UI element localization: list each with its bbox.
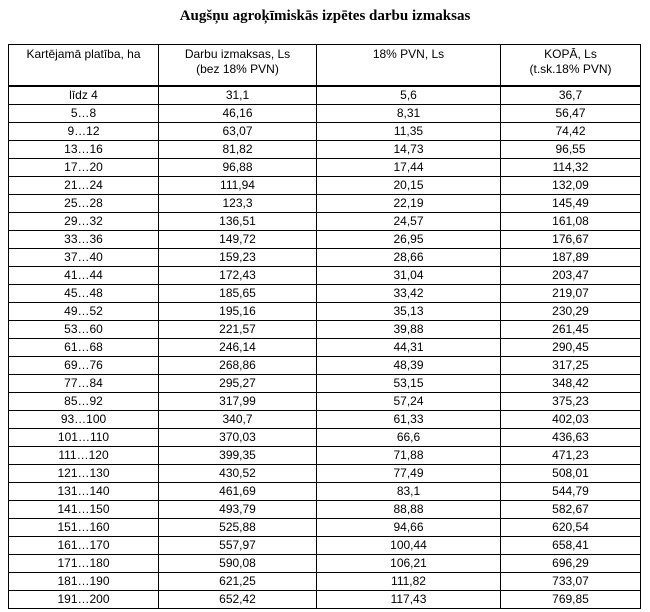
cell-area: 101…110 (9, 429, 159, 447)
cell-work-cost: 185,65 (159, 285, 317, 303)
table-row (9, 321, 641, 339)
cell-total: 620,54 (501, 519, 641, 537)
cell-total: 544,79 (501, 483, 641, 501)
cell-total: 161,08 (501, 213, 641, 231)
cell-work-cost: 370,03 (159, 429, 317, 447)
table-row (9, 105, 641, 123)
cell-total: 74,42 (501, 123, 641, 141)
cell-work-cost: 317,99 (159, 393, 317, 411)
cell-vat: 83,1 (317, 483, 501, 501)
table-row (9, 195, 641, 213)
cell-vat: 48,39 (317, 357, 501, 375)
cell-area: 13…16 (9, 141, 159, 159)
cell-area: 29…32 (9, 213, 159, 231)
cell-work-cost: 63,07 (159, 123, 317, 141)
cell-work-cost: 525,88 (159, 519, 317, 537)
cell-total: 203,47 (501, 267, 641, 285)
cell-total: 436,63 (501, 429, 641, 447)
cell-area: 49…52 (9, 303, 159, 321)
cell-total: 582,67 (501, 501, 641, 519)
cell-total: 658,41 (501, 537, 641, 555)
cell-vat: 39,88 (317, 321, 501, 339)
cell-total: 219,07 (501, 285, 641, 303)
cell-area: 93…100 (9, 411, 159, 429)
cell-work-cost: 246,14 (159, 339, 317, 357)
table-row (9, 591, 641, 609)
header-area-line1: Kartējamā platība, ha (26, 47, 141, 61)
table-row (9, 123, 641, 141)
cost-table (8, 44, 641, 609)
cell-vat: 117,43 (317, 591, 501, 609)
cell-total: 187,89 (501, 249, 641, 267)
cell-total: 402,03 (501, 411, 641, 429)
table-row (9, 303, 641, 321)
cell-area: līdz 4 (9, 86, 159, 105)
cell-area: 21…24 (9, 177, 159, 195)
table-row (9, 483, 641, 501)
cell-area: 161…170 (9, 537, 159, 555)
cell-total: 733,07 (501, 573, 641, 591)
table-row (9, 393, 641, 411)
cell-vat: 31,04 (317, 267, 501, 285)
cell-work-cost: 136,51 (159, 213, 317, 231)
cell-vat: 77,49 (317, 465, 501, 483)
table-row (9, 249, 641, 267)
cell-total: 145,49 (501, 195, 641, 213)
table-row (9, 501, 641, 519)
header-vat-line1: 18% PVN, Ls (372, 47, 445, 61)
cell-total: 317,25 (501, 357, 641, 375)
cell-work-cost: 399,35 (159, 447, 317, 465)
cell-area: 121…130 (9, 465, 159, 483)
cell-work-cost: 295,27 (159, 375, 317, 393)
cell-total: 375,23 (501, 393, 641, 411)
cell-area: 111…120 (9, 447, 159, 465)
cell-area: 25…28 (9, 195, 159, 213)
cell-vat: 33,42 (317, 285, 501, 303)
cell-area: 5…8 (9, 105, 159, 123)
cell-area: 171…180 (9, 555, 159, 573)
cell-area: 69…76 (9, 357, 159, 375)
table-row (9, 375, 641, 393)
cell-work-cost: 172,43 (159, 267, 317, 285)
table-row (9, 177, 641, 195)
cell-vat: 20,15 (317, 177, 501, 195)
cell-total: 36,7 (501, 86, 641, 105)
cell-total: 348,42 (501, 375, 641, 393)
cell-work-cost: 96,88 (159, 159, 317, 177)
cell-work-cost: 195,16 (159, 303, 317, 321)
table-row (9, 429, 641, 447)
cell-area: 141…150 (9, 501, 159, 519)
table-row (9, 537, 641, 555)
cell-area: 45…48 (9, 285, 159, 303)
cell-work-cost: 430,52 (159, 465, 317, 483)
page-title: Augšņu agroķīmiskās izpētes darbu izmaksas (179, 8, 471, 24)
cell-vat: 100,44 (317, 537, 501, 555)
header-work-cost-line1: Darbu izmaksas, Ls (184, 47, 291, 61)
cell-area: 77…84 (9, 375, 159, 393)
header-vat (317, 45, 501, 87)
cell-area: 9…12 (9, 123, 159, 141)
cell-vat: 61,33 (317, 411, 501, 429)
cell-work-cost: 557,97 (159, 537, 317, 555)
cell-work-cost: 493,79 (159, 501, 317, 519)
cell-work-cost: 590,08 (159, 555, 317, 573)
cell-total: 261,45 (501, 321, 641, 339)
cell-vat: 66,6 (317, 429, 501, 447)
cell-vat: 26,95 (317, 231, 501, 249)
cell-work-cost: 652,42 (159, 591, 317, 609)
cell-vat: 53,15 (317, 375, 501, 393)
cell-vat: 106,21 (317, 555, 501, 573)
table-row (9, 267, 641, 285)
cell-vat: 88,88 (317, 501, 501, 519)
cell-vat: 22,19 (317, 195, 501, 213)
cell-area: 191…200 (9, 591, 159, 609)
header-row (9, 45, 641, 87)
cell-vat: 57,24 (317, 393, 501, 411)
header-total (501, 45, 641, 87)
cell-area: 41…44 (9, 267, 159, 285)
cell-area: 53…60 (9, 321, 159, 339)
cell-total: 508,01 (501, 465, 641, 483)
table-row (9, 465, 641, 483)
cell-area: 151…160 (9, 519, 159, 537)
table-row (9, 159, 641, 177)
cell-work-cost: 340,7 (159, 411, 317, 429)
cell-work-cost: 123,3 (159, 195, 317, 213)
cell-vat: 24,57 (317, 213, 501, 231)
cell-area: 181…190 (9, 573, 159, 591)
table-row (9, 213, 641, 231)
cell-vat: 111,82 (317, 573, 501, 591)
cell-vat: 44,31 (317, 339, 501, 357)
table-row (9, 411, 641, 429)
table-row (9, 86, 641, 105)
table-row (9, 285, 641, 303)
cell-work-cost: 81,82 (159, 141, 317, 159)
header-work-cost (159, 45, 317, 87)
table-row (9, 231, 641, 249)
table-row (9, 555, 641, 573)
cell-work-cost: 221,57 (159, 321, 317, 339)
cell-total: 471,23 (501, 447, 641, 465)
cell-vat: 14,73 (317, 141, 501, 159)
cell-total: 114,32 (501, 159, 641, 177)
cell-area: 33…36 (9, 231, 159, 249)
cell-vat: 8,31 (317, 105, 501, 123)
table-body (9, 86, 641, 609)
cell-vat: 35,13 (317, 303, 501, 321)
cell-vat: 71,88 (317, 447, 501, 465)
table-row (9, 339, 641, 357)
cell-work-cost: 111,94 (159, 177, 317, 195)
cell-vat: 11,35 (317, 123, 501, 141)
cell-vat: 17,44 (317, 159, 501, 177)
cell-work-cost: 46,16 (159, 105, 317, 123)
header-total-line1: KOPĀ, Ls (544, 47, 597, 61)
table-row (9, 447, 641, 465)
cell-total: 769,85 (501, 591, 641, 609)
cell-area: 131…140 (9, 483, 159, 501)
header-work-cost-line2: (bez 18% PVN) (196, 62, 279, 76)
header-area (9, 45, 159, 87)
cell-work-cost: 31,1 (159, 86, 317, 105)
cell-total: 290,45 (501, 339, 641, 357)
cell-total: 96,55 (501, 141, 641, 159)
cell-area: 61…68 (9, 339, 159, 357)
table-row (9, 519, 641, 537)
cell-work-cost: 149,72 (159, 231, 317, 249)
cell-vat: 5,6 (317, 86, 501, 105)
cell-total: 696,29 (501, 555, 641, 573)
cell-area: 37…40 (9, 249, 159, 267)
header-total-line2: (t.sk.18% PVN) (529, 62, 612, 76)
cell-work-cost: 159,23 (159, 249, 317, 267)
table-row (9, 573, 641, 591)
cell-total: 56,47 (501, 105, 641, 123)
cell-work-cost: 268,86 (159, 357, 317, 375)
cell-total: 230,29 (501, 303, 641, 321)
cell-vat: 28,66 (317, 249, 501, 267)
table-row (9, 357, 641, 375)
cell-vat: 94,66 (317, 519, 501, 537)
cell-total: 132,09 (501, 177, 641, 195)
cell-work-cost: 621,25 (159, 573, 317, 591)
cell-area: 85…92 (9, 393, 159, 411)
table-row (9, 141, 641, 159)
cell-area: 17…20 (9, 159, 159, 177)
cell-total: 176,67 (501, 231, 641, 249)
cell-work-cost: 461,69 (159, 483, 317, 501)
